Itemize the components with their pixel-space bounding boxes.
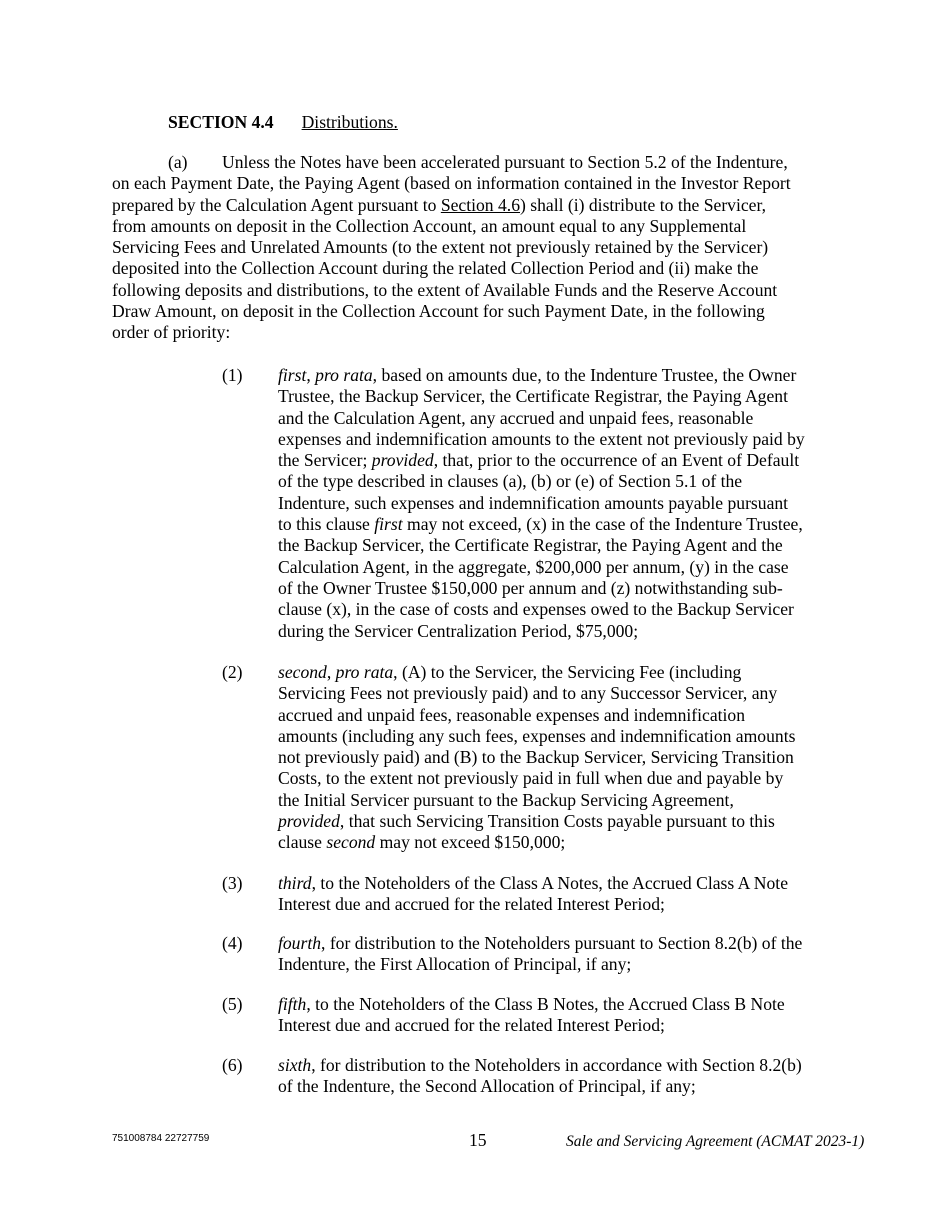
item-body: fifth, to the Noteholders of the Class B Notes, the Accrued Class B Note Interest due and accrued for the related Interest Period; [278, 994, 785, 1036]
section-number: SECTION 4.4 [168, 112, 274, 132]
intro-line: (a) Unless the Notes have been accelerated pursuant to Section 5.2 of the Indenture, [168, 152, 788, 172]
intro-line: Draw Amount, on deposit in the Collection Account for such Payment Date, in the following [112, 301, 765, 322]
intro-line: order of priority: [112, 322, 231, 343]
clause-label: (a) [168, 152, 188, 172]
item-marker: (3) [222, 873, 243, 893]
item-body: fourth, for distribution to the Noteholders pursuant to Section 8.2(b) of the Indenture, the First Allocation of Principal, if any; [278, 933, 803, 975]
item-body: second, pro rata, (A) to the Servicer, the Servicing Fee (including Servicing Fees not previously paid) and to any Successor Servicer, any accrued and unpaid fees, reasonable expenses and indemnification amounts (including any such fees, expenses and indemnification amounts not previously paid) and (B) to the Backup Servicer, Servicing Transition Costs, to the extent not previously paid in full when due and payable by the Initial Servicer pursuant to the Backup Servicing Agreement, provided, that such Servicing Transition Costs payable pursuant to this clause second may not exceed $150,000; [278, 662, 796, 853]
item-marker: (5) [222, 994, 243, 1014]
item-marker: (4) [222, 933, 243, 953]
intro-line: from amounts on deposit in the Collection Account, an amount equal to any Supplemental [112, 215, 747, 236]
intro-line: prepared by the Calculation Agent pursuant to Section 4.6) shall (i) distribute to the Servicer, [112, 194, 767, 215]
section-reference-link: Section 4.6 [440, 194, 520, 215]
item-marker: (6) [222, 1055, 243, 1075]
intro-line: on each Payment Date, the Paying Agent (based on information contained in the Investor Report [112, 173, 791, 194]
item-body: third, to the Noteholders of the Class A Notes, the Accrued Class A Note Interest due and accrued for the related Interest Period; [278, 873, 789, 915]
section-heading [168, 112, 398, 133]
intro-line: following deposits and distributions, to the extent of Available Funds and the Reserve Account [112, 279, 778, 300]
footer-page-number: 15 [469, 1130, 487, 1150]
intro-line: Servicing Fees and Unrelated Amounts (to the extent not previously retained by the Servicer) [112, 237, 769, 258]
item-body: sixth, for distribution to the Noteholders in accordance with Section 8.2(b) of the Indenture, the Second Allocation of Principal, if any; [278, 1055, 802, 1097]
intro-paragraph [112, 152, 836, 344]
item-marker: (2) [222, 662, 243, 682]
footer-document-title: Sale and Servicing Agreement (ACMAT 2023-1) [566, 1133, 865, 1150]
item-body: first, pro rata, based on amounts due, to the Indenture Trustee, the Owner Trustee, the Backup Servicer, the Certificate Registrar, the Paying Agent and the Calculation Agent, any accrued and unpaid fees, reasonable expenses and indemnification amounts to the extent not previously paid by the Servicer; provided, that, prior to the occurrence of an Event of Default of the type described in clauses (a), (b) or (e) of Section 5.1 of the Indenture, such expenses and indemnification amounts payable pursuant to this clause first may not exceed, (x) in the case of the Indenture Trustee, the Backup Servicer, the Certificate Registrar, the Paying Agent and the Calculation Agent, in the aggregate, $200,000 per annum, (y) in the case of the Owner Trustee $150,000 per annum and (z) notwithstanding sub- clause (x), in the case of costs and expenses owed to the Backup Servicer during the Servicer Centralization Period, $75,000; [278, 365, 805, 641]
footer-document-id: 751008784 22727759 [112, 1133, 210, 1144]
section-title: Distributions. [301, 112, 398, 132]
intro-line: deposited into the Collection Account during the related Collection Period and (ii) make the [112, 258, 759, 279]
item-marker: (1) [222, 365, 243, 385]
